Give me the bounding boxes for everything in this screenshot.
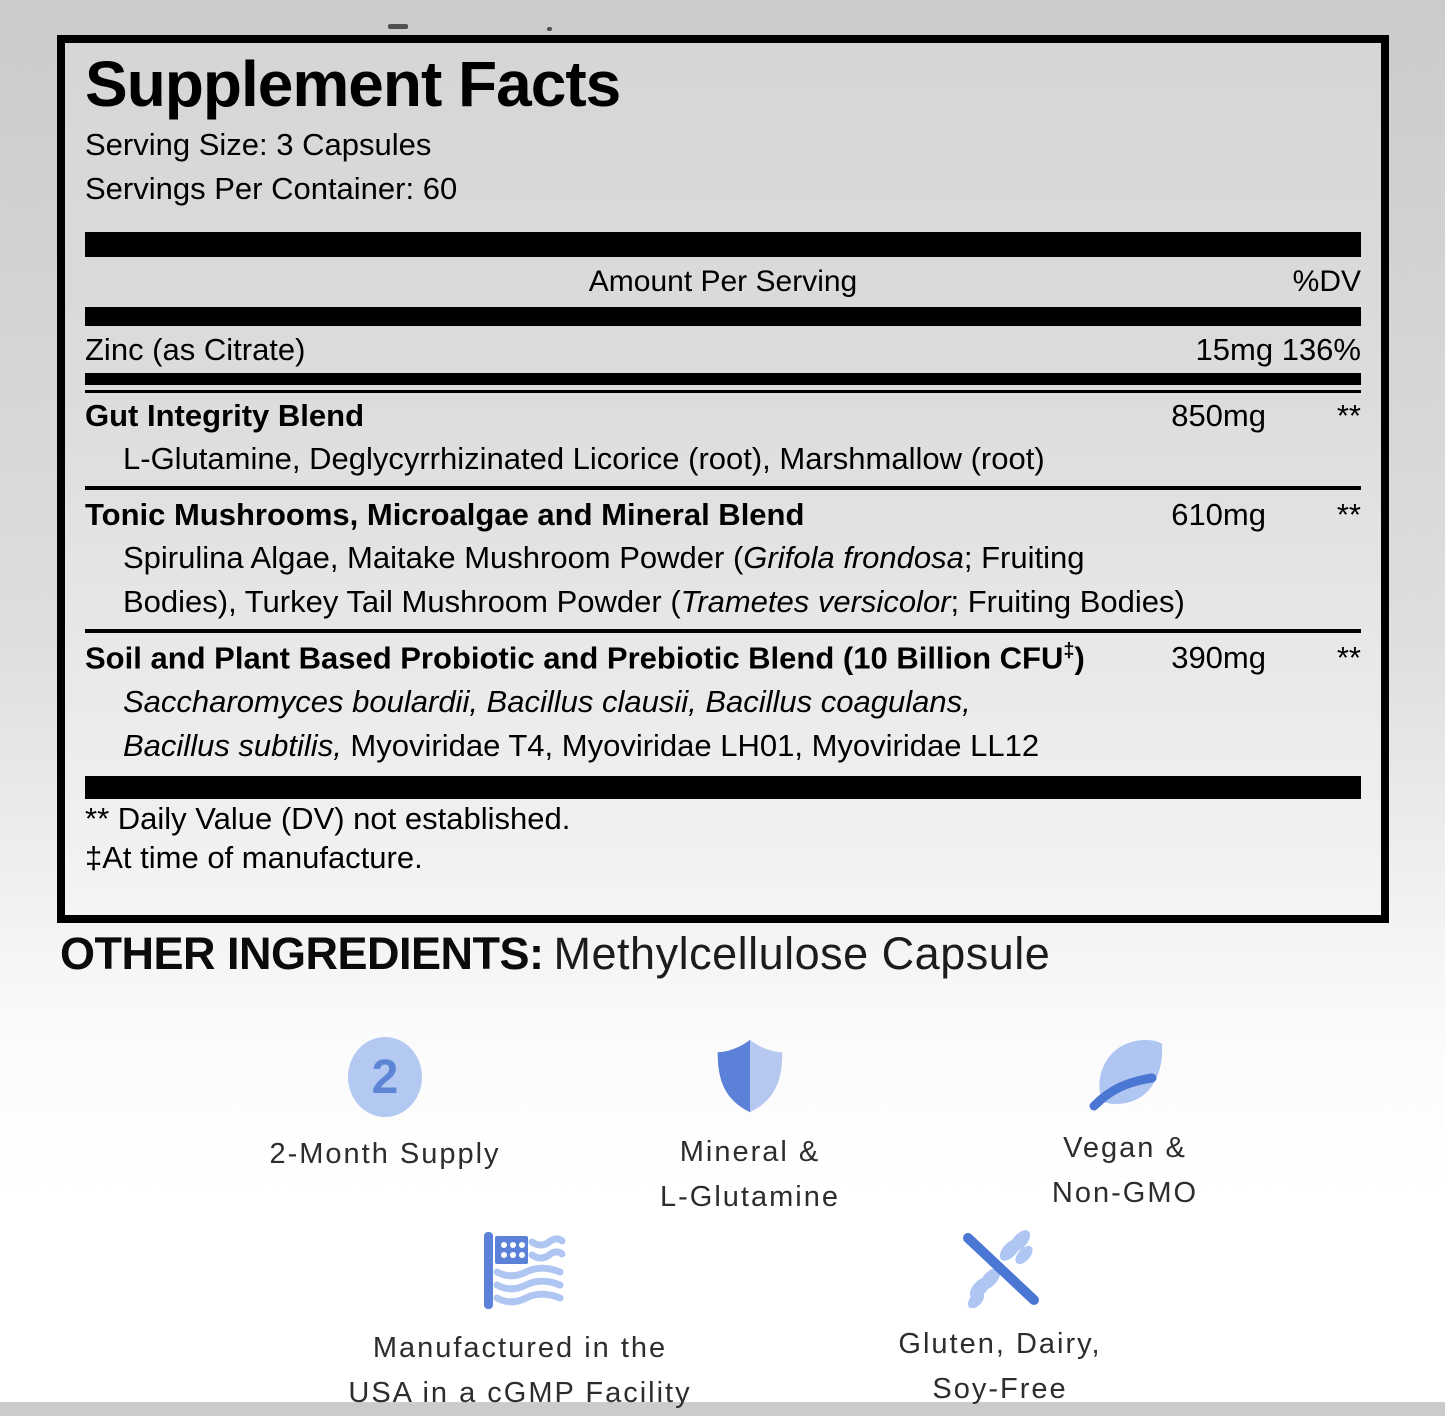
blend-name: Tonic Mushrooms, Microalgae and Mineral Blend [85,497,805,533]
zinc-name: Zinc (as Citrate) [85,332,306,368]
blend-amount: 610mg [1171,497,1266,533]
dagger-superscript: ‡ [1063,640,1075,663]
separator-rule [85,629,1361,633]
table-row [85,492,1361,536]
feature-gluten-dairy-soy-free [740,1228,1260,1412]
crop-artifact [388,24,408,29]
other-ingredients-value: Methylcellulose Capsule [553,928,1051,979]
feature-label: Mineral & L-Glutamine [660,1136,840,1213]
serving-size: Serving Size: 3 Capsules [85,126,432,162]
supplement-facts-panel [57,35,1389,923]
blend-ingredients: Bacillus subtilis, Myoviridae T4, Myoviridae LH01, Myoviridae LL12 [123,727,1040,763]
feature-label: 2-Month Supply [269,1138,501,1170]
other-ingredients-line [60,928,1050,980]
leaf-icon [1084,1032,1166,1112]
amount-per-serving-header: Amount Per Serving [588,265,858,299]
panel-title: Supplement Facts [85,48,621,120]
feature-label: Manufactured in the USA in a cGMP Facility [348,1332,692,1409]
blend-dv: ** [1336,398,1361,434]
separator-rule [85,486,1361,490]
table-row [85,326,1361,373]
feature-made-in-usa [260,1228,780,1416]
two-circle-icon [346,1036,424,1118]
blend-name: Soil and Plant Based Probiotic and Prebiotic Blend (10 Billion CFU [85,640,1064,676]
double-rule [85,373,1361,393]
blend-dv: ** [1336,640,1361,676]
blend-ingredients: Spirulina Algae, Maitake Mushroom Powder (Grifola frondosa; Fruiting [123,540,1085,576]
blend-ingredients: Bodies), Turkey Tail Mushroom Powder (Trametes versicolor; Fruiting Bodies) [123,584,1185,620]
no-gluten-icon [954,1228,1046,1308]
blend-name: Gut Integrity Blend [85,398,364,434]
other-ingredients-label: OTHER INGREDIENTS: [60,928,544,979]
feature-vegan-non-gmo [865,1032,1385,1216]
blend-dv: ** [1336,497,1361,533]
zinc-amount-dv: 15mg 136% [1195,332,1361,368]
crop-artifact [547,27,552,31]
separator-bar [85,232,1361,257]
table-header-row [85,257,1361,307]
blend-amount: 390mg [1171,640,1266,676]
separator-bar [85,307,1361,326]
percent-dv-header: %DV [1292,265,1361,299]
blend-ingredients: L-Glutamine, Deglycyrrhizinated Licorice (root), Marshmallow (root) [123,441,1045,477]
usa-flag-icon [474,1228,566,1312]
footnote-manufacture: ‡At time of manufacture. [85,840,423,876]
separator-bar [85,776,1361,799]
footnote-dv: ** Daily Value (DV) not established. [85,800,571,836]
table-row [85,393,1361,437]
servings-per-container: Servings Per Container: 60 [85,171,458,207]
blend-ingredients: Saccharomyces boulardii, Bacillus clausii, Bacillus coagulans, [123,683,971,719]
shield-icon [712,1036,788,1116]
blend-amount: 850mg [1171,398,1266,434]
feature-label: Gluten, Dairy, Soy-Free [898,1328,1102,1405]
svg-text:2: 2 [371,1051,399,1104]
feature-label: Vegan & Non-GMO [1051,1132,1199,1209]
table-row: Soil and Plant Based Probiotic and Prebiotic Blend (10 Billion CFU‡) 390mg ** [85,640,1361,676]
